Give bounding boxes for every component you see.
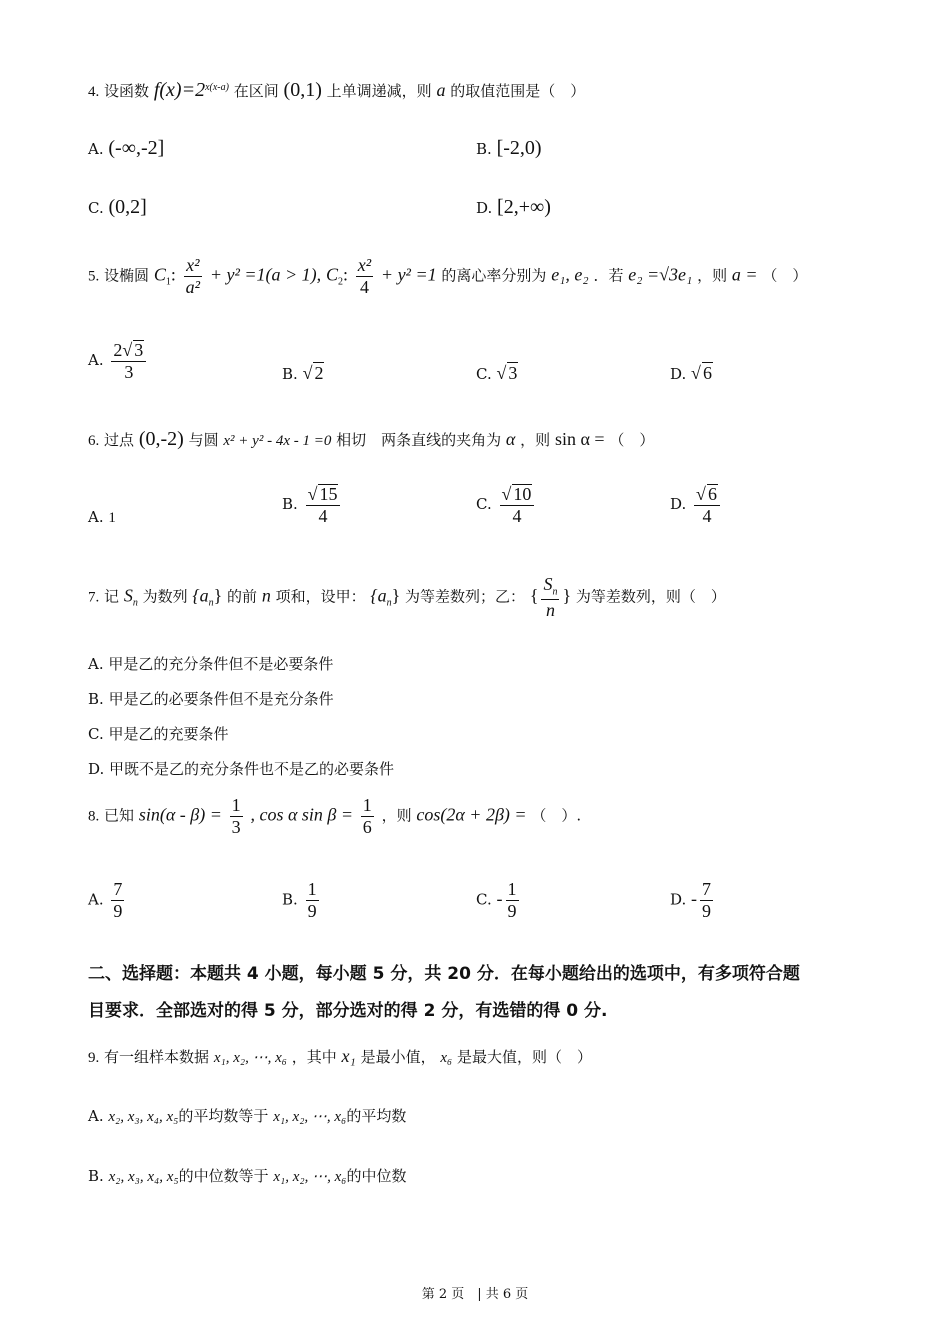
numerator: √ 15 (306, 484, 341, 506)
formula: {a (192, 585, 209, 606)
option-label: C. (88, 199, 104, 217)
page-footer: 第 2 页 | 共 6 页 (421, 1287, 529, 1302)
variable: a (436, 80, 446, 100)
section-heading-line: 目要求．全部选对的得 5 分，部分选对的得 2 分，有选错的得 0 分. (88, 1001, 608, 1021)
option-label: A. (88, 655, 104, 673)
brace: { (529, 585, 539, 606)
option-4a[interactable] (88, 136, 164, 160)
option-4d[interactable] (476, 195, 551, 219)
formula: x₁, x₂, ⋯, x₆ (273, 1109, 347, 1125)
radicand: 3 (508, 363, 518, 383)
numerator: √ 10 (500, 484, 535, 506)
formula: f(x)=2 (153, 79, 206, 101)
numerator: 1 (231, 795, 241, 815)
stem-text: 记 (104, 587, 120, 606)
option-5d[interactable] (670, 362, 713, 385)
numerator: 1 (507, 879, 517, 899)
option-text: 的中位数等于 (178, 1167, 269, 1185)
radicand: 10 (513, 484, 532, 504)
question-number: 7. (88, 589, 100, 606)
option-6a[interactable] (88, 508, 116, 527)
formula: + y² =1(a > 1), (209, 264, 322, 285)
option-label: B. (282, 365, 298, 383)
option-value: 甲是乙的充要条件 (108, 725, 229, 743)
option-label: A. (88, 350, 104, 369)
radicand: 3 (134, 340, 144, 360)
option-value: [-2,0) (496, 137, 542, 159)
option-label: B. (476, 140, 492, 158)
denominator: 9 (307, 900, 317, 921)
denominator: 3 (124, 361, 134, 382)
numerator: 2√ 3 (111, 340, 146, 362)
subscript: 1 (165, 276, 171, 288)
question-9-stem (88, 1046, 592, 1068)
radicand: 2 (314, 363, 324, 383)
option-label: D. (88, 760, 105, 778)
stem-text: 为数列 (142, 587, 188, 606)
section-heading (88, 956, 868, 1030)
fraction (361, 796, 374, 837)
radical: √ 3 (496, 363, 518, 383)
subscript: n (208, 597, 214, 609)
fraction (356, 256, 373, 297)
subscript: 2 (337, 276, 343, 288)
stem-text: ，则 (697, 266, 728, 285)
option-label: D. (670, 365, 687, 383)
stem-text: 有一组样本数据 (104, 1048, 210, 1066)
option-7c[interactable] (88, 725, 229, 743)
angle-alpha: α (505, 429, 516, 449)
option-value: 甲既不是乙的充分条件也不是乙的必要条件 (109, 760, 395, 778)
denominator: 3 (231, 816, 241, 837)
fraction (306, 880, 319, 921)
brace: } (213, 585, 223, 606)
radicand: 6 (707, 484, 717, 504)
fraction (306, 484, 341, 526)
option-value: [2,+∞) (497, 196, 551, 218)
option-label: D. (670, 494, 687, 513)
numerator: √ 6 (694, 484, 720, 506)
option-4b[interactable] (476, 136, 542, 160)
fraction (694, 484, 720, 526)
option-9a[interactable] (88, 1107, 406, 1126)
variable: n (261, 585, 271, 606)
formula: x₂, x₃, x₄, x₅ (108, 1109, 179, 1125)
option-text: 的平均数等于 (178, 1107, 269, 1125)
option-6b[interactable] (282, 484, 343, 526)
formula: x₁, x₂, ⋯, x₆ (213, 1050, 287, 1066)
stem-text: ，则 (520, 431, 551, 449)
option-value: (0,2] (108, 196, 147, 218)
option-label: C. (88, 725, 104, 743)
formula-exponent: x(x-a) (205, 82, 229, 93)
subscript: n (132, 597, 138, 609)
option-label: A. (88, 890, 104, 909)
formula: e₂ =√3e₁ (628, 264, 693, 285)
option-value: 甲是乙的充分条件但不是必要条件 (108, 655, 334, 673)
question-5-stem (88, 256, 807, 297)
option-4c[interactable] (88, 195, 147, 219)
question-number: 8. (88, 808, 100, 825)
formula: cos(2α + 2β) = (416, 804, 527, 825)
stem-text: 的离心率分别为 (441, 266, 547, 285)
formula: S (123, 585, 133, 606)
radical: √ 2 (302, 363, 324, 383)
formula: sin(α - β) = (138, 804, 222, 825)
stem-text: 项和，设甲： (275, 587, 366, 606)
option-7b[interactable] (88, 690, 334, 708)
formula: x₁, x₂, ⋯, x₆ (273, 1169, 347, 1185)
stem-text: 为等差数列；乙： (405, 587, 526, 606)
stem-text: （ ） (609, 431, 655, 449)
fraction (500, 484, 535, 526)
option-label: C. (476, 494, 492, 513)
option-value: 1 (108, 510, 116, 526)
denominator: 4 (702, 505, 712, 526)
question-4-stem (88, 78, 585, 102)
ellipse-c2: C (325, 264, 338, 285)
denominator: 9 (113, 900, 123, 921)
circle-equation: x² + y² - 4x - 1 =0 (223, 433, 332, 449)
stem-text: 为等差数列，则（ ） (575, 587, 726, 606)
numerator: 1 (307, 879, 317, 899)
formula: S (543, 574, 553, 594)
formula: e₁, e₂ (551, 264, 589, 285)
option-label: C. (476, 890, 492, 909)
option-text: 的平均数 (346, 1107, 407, 1125)
denominator: n (545, 600, 555, 621)
stem-text: 是最大值，则（ ） (457, 1048, 593, 1066)
stem-text: ．若 (593, 266, 624, 285)
colon: : (170, 264, 176, 285)
numerator (541, 575, 559, 600)
option-label: D. (670, 890, 687, 909)
fraction (111, 880, 124, 921)
option-label: A. (88, 1107, 104, 1125)
formula: , cos α sin β = (250, 804, 354, 825)
denominator: 4 (318, 505, 328, 526)
numerator: 7 (113, 879, 123, 899)
option-label: A. (88, 508, 104, 526)
option-8d[interactable] (670, 880, 716, 921)
question-number: 6. (88, 433, 100, 449)
formula: a = (731, 264, 758, 285)
denominator: 4 (359, 276, 369, 297)
formula: {a (370, 585, 387, 606)
stem-text: 上单调递减，则 (326, 82, 432, 100)
fraction (541, 575, 559, 620)
denominator: 9 (702, 900, 712, 921)
option-label: C. (476, 365, 492, 383)
option-text: 的中位数 (346, 1167, 407, 1185)
stem-text: ，其中 (291, 1048, 337, 1066)
option-5a[interactable] (88, 340, 149, 382)
stem-text: 的前 (227, 587, 258, 606)
brace: } (391, 585, 401, 606)
option-label: D. (476, 199, 493, 217)
option-9b[interactable] (88, 1167, 407, 1186)
formula: sin α = (554, 429, 605, 449)
numerator: x² (357, 255, 372, 275)
stem-text: 已知 (104, 806, 135, 825)
brace: } (562, 585, 572, 606)
stem-text: 设函数 (104, 82, 150, 100)
numerator: x² (186, 255, 200, 275)
denominator: 4 (512, 505, 522, 526)
option-7a[interactable] (88, 655, 333, 673)
fraction (184, 256, 202, 297)
colon: : (342, 264, 348, 285)
stem-text: 过点 (104, 431, 135, 449)
radical: √ 6 (691, 363, 712, 383)
denominator: 6 (362, 816, 372, 837)
formula: + y² =1 (380, 264, 437, 285)
stem-text: 相切 两条直线的夹角为 (336, 431, 502, 449)
ellipse-c1: C (153, 264, 166, 285)
radicand: 6 (702, 363, 712, 383)
subscript: n (386, 597, 392, 609)
option-7d[interactable] (88, 760, 394, 778)
minus-sign: - (496, 888, 503, 909)
question-7-stem (88, 575, 726, 620)
formula: x₆ (440, 1050, 453, 1066)
question-number: 4. (88, 84, 100, 100)
option-label: A. (88, 140, 104, 158)
minus-sign: - (691, 888, 698, 909)
stem-text: 是最小值， (360, 1048, 436, 1066)
option-6d[interactable] (670, 484, 723, 526)
option-label: B. (88, 690, 104, 708)
stem-text: （ ）. (531, 806, 582, 825)
stem-text: 在区间 (233, 82, 279, 100)
interval: (0,1) (283, 79, 322, 101)
denominator: a² (185, 276, 201, 297)
formula: x₂, x₃, x₄, x₅ (108, 1169, 179, 1185)
point: (0,-2) (138, 428, 184, 450)
numerator: 7 (702, 879, 712, 899)
option-label: B. (282, 494, 298, 513)
option-value: (-∞,-2] (108, 137, 165, 159)
stem-text: 的取值范围是（ ） (450, 82, 586, 100)
fraction (700, 880, 713, 921)
denominator: 9 (507, 900, 517, 921)
stem-text: 设椭圆 (104, 266, 150, 285)
fraction (506, 880, 519, 921)
subscript: n (552, 586, 558, 598)
option-label: B. (282, 890, 298, 909)
option-5b[interactable] (282, 362, 324, 385)
stem-text: ，则 (381, 806, 412, 825)
option-8a[interactable] (88, 880, 127, 921)
stem-text: （ ） (762, 266, 808, 285)
option-6c[interactable] (476, 484, 537, 526)
stem-text: 与圆 (188, 431, 219, 449)
option-value: 甲是乙的必要条件但不是充分条件 (108, 690, 334, 708)
question-number: 9. (88, 1050, 100, 1066)
section-heading-line: 二、选择题：本题共 4 小题，每小题 5 分，共 20 分．在每小题给出的选项中，有多项符合题 (88, 964, 800, 984)
option-label: B. (88, 1167, 104, 1185)
fraction (230, 796, 243, 837)
question-8-stem (88, 796, 581, 837)
numerator: 1 (362, 795, 372, 815)
option-8b[interactable] (282, 880, 322, 921)
option-8c[interactable] (476, 880, 522, 921)
formula: x₁ (341, 1046, 356, 1066)
fraction (111, 340, 146, 382)
question-number: 5. (88, 268, 100, 285)
option-5c[interactable] (476, 362, 518, 385)
radicand: 15 (319, 484, 338, 504)
question-6-stem (88, 427, 654, 451)
